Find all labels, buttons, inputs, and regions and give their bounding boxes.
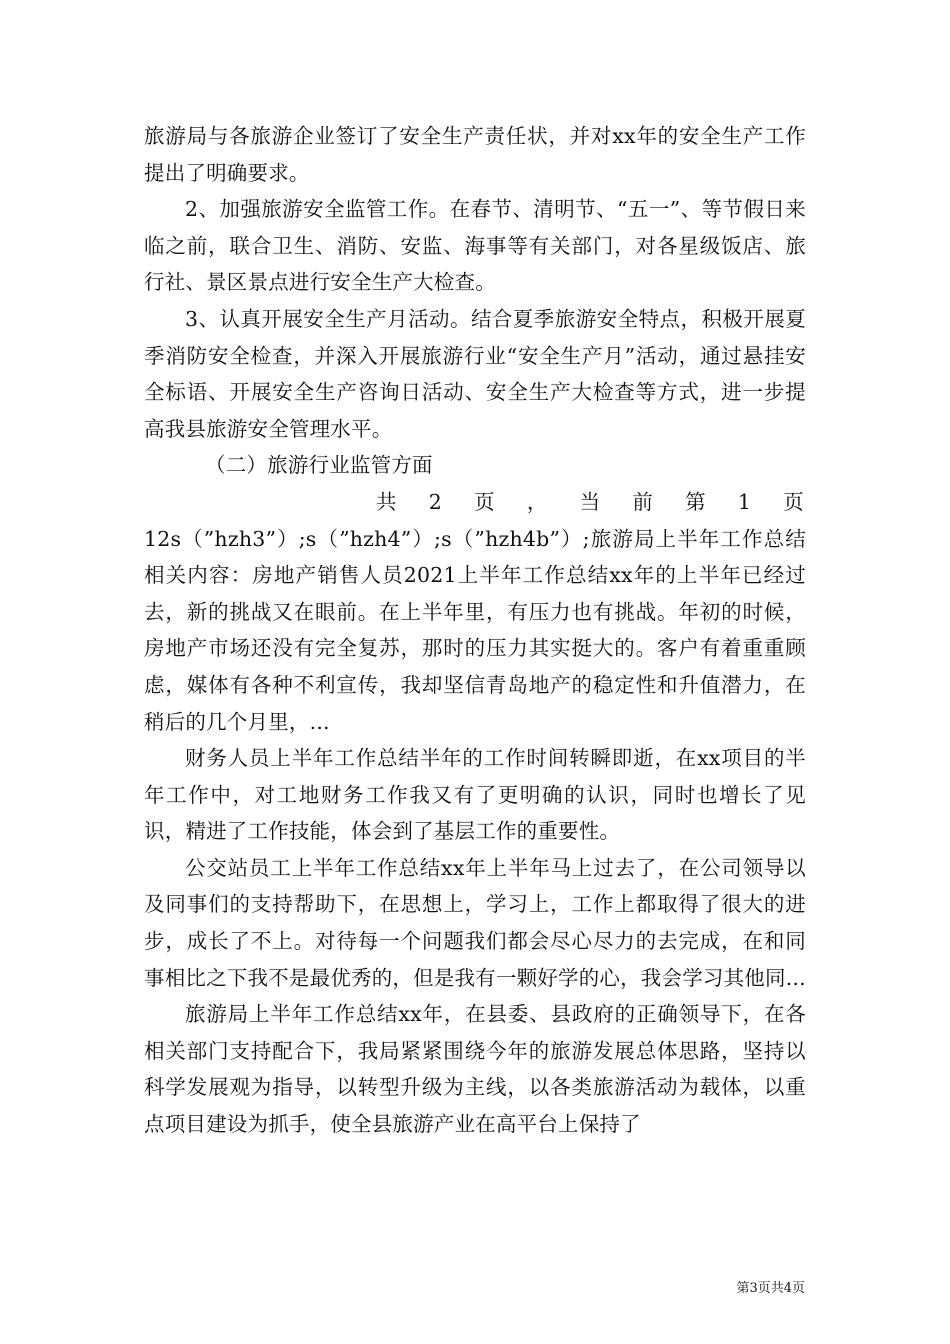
pager-token: 前 [632,489,654,514]
pager-token: 页 [783,489,804,514]
paragraph-2: 2、加强旅游安全监管工作。在春节、清明节、“五一”、等节假日来临之前，联合卫生、消防、安监、海事等有关部门，对各星级饭店、旅行社、景区景点进行安全生产大检查。 [144,197,806,295]
pager-token: 页 [474,489,495,514]
paragraph-6: 财务人员上半年工作总结半年的工作时间转瞬即逝，在xx项目的半年工作中，对工地财务工作我又有了更明确的认识，同时也增长了见识，精进了工作技能，体会到了基层工作的重要性。 [144,746,806,844]
document-body [144,118,806,1143]
pager-token: 1 [737,489,752,514]
pager-token: 当 [579,489,601,514]
page-counter-line [144,484,806,521]
section-heading: （二）旅游行业监管方面 [205,453,433,478]
paragraph-1: 旅游局与各旅游企业签订了安全生产责任状，并对xx年的安全生产工作提出了明确要求。 [144,124,806,185]
paragraph-3: 3、认真开展安全生产月活动。结合夏季旅游安全特点，积极开展夏季消防安全检查，并深入开展旅游行业“安全生产月”活动，通过悬挂安全标语、开展安全生产咨询日活动、安全生产大检查等方式，进一步提高我县旅游安全管理水平。 [144,306,806,441]
page-footer: 第3页共4页 [736,1281,805,1296]
pager-token: 第 [685,489,706,514]
paragraph-7: 公交站员工上半年工作总结xx年上半年马上过去了，在公司领导以及同事们的支持帮助下，在思想上，学习上，工作上都取得了很大的进步，成长了不上。对待每一个问题我们都会尽心尽力的去完成，在和同事相比之下我不是最优秀的，但是我有一颗好学的心，我会学习其他同... [144,855,806,990]
pager-token: 共 [376,489,397,514]
paragraph-8: 旅游局上半年工作总结xx年，在县委、县政府的正确领导下，在各相关部门支持配合下，我局紧紧围绕今年的旅游发展总体思路，坚持以科学发展观为指导，以转型升级为主线，以各类旅游活动为载体，以重点项目建设为抓手，使全县旅游产业在高平台上保持了 [144,1002,806,1137]
pager-token: 2 [428,489,443,514]
paragraph-5: 12s（”hzh3”）;s（”hzh4”）;s（”hzh4b”）;旅游局上半年工作总结相关内容：房地产销售人员2021上半年工作总结xx年的上半年已经过去，新的挑战又在眼前。在上半年里，有压力也有挑战。年初的时候，房地产市场还没有完全复苏，那时的压力其实挺大的。客户有着重重顾虑，媒体有各种不利宣传，我却坚信青岛地产的稳定性和升值潜力，在稍后的几个月里，... [144,526,806,734]
pager-token: ， [526,489,548,514]
